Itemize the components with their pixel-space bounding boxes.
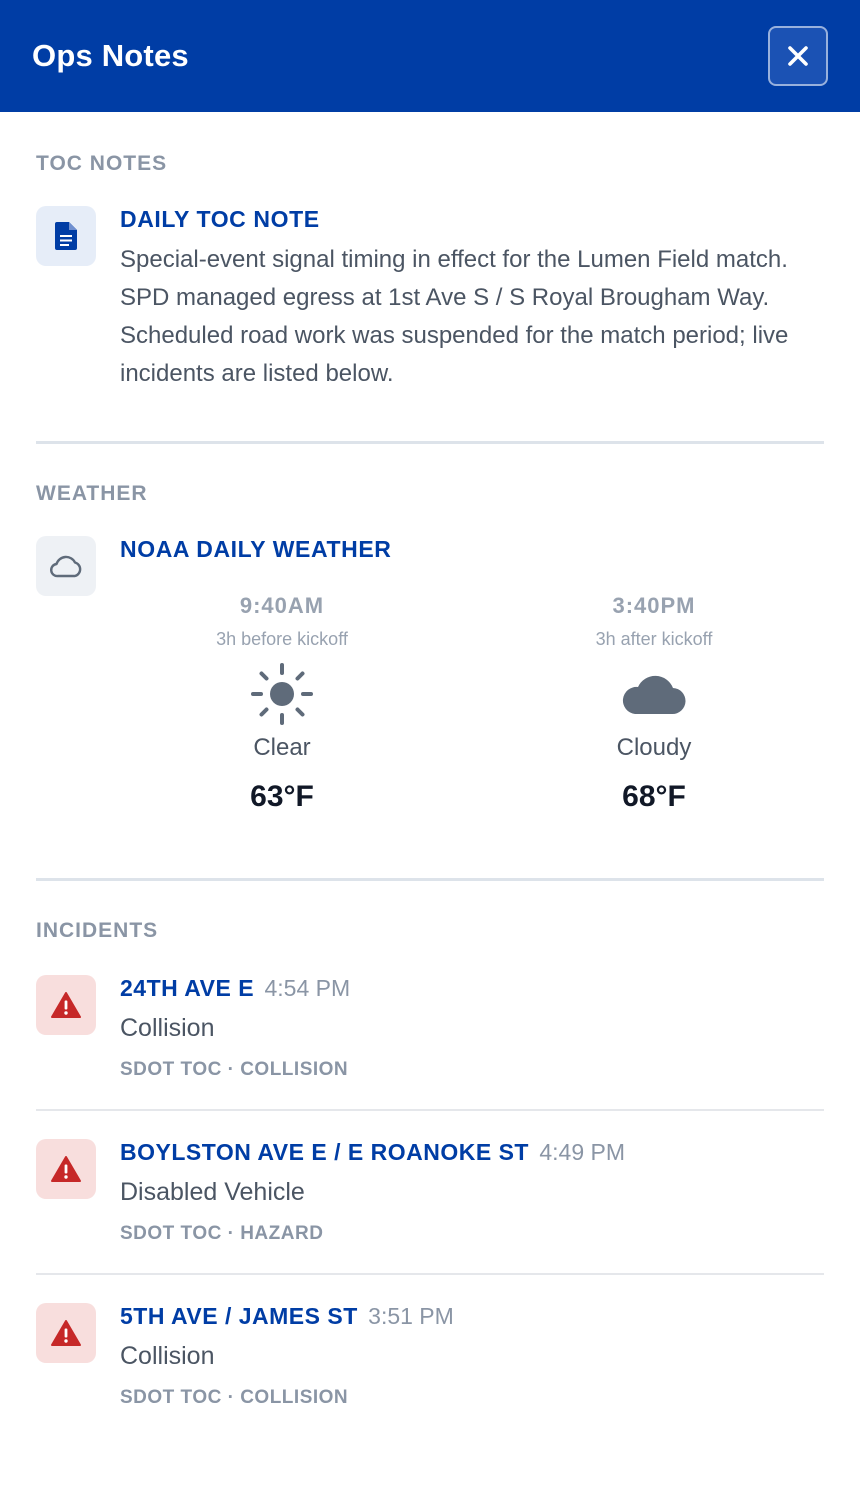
incident-icon-box <box>36 1139 96 1199</box>
page-title: Ops Notes <box>32 38 189 73</box>
forecast-morning <box>96 593 468 814</box>
forecast-temp: 68°F <box>622 780 686 813</box>
incident-icon-box <box>36 975 96 1035</box>
forecast-time: 9:40AM <box>239 593 325 618</box>
forecast-condition: Clear <box>253 734 311 761</box>
forecast-grid <box>96 593 840 814</box>
panel-content <box>0 112 860 1437</box>
toc-notes-section <box>36 112 824 441</box>
weather-item <box>36 536 824 814</box>
toc-note-icon-box <box>36 206 96 266</box>
warning-icon <box>50 991 82 1019</box>
header <box>0 0 860 112</box>
cloud-icon <box>621 670 687 718</box>
incident-type: Disabled Vehicle <box>120 1178 305 1206</box>
warning-icon <box>50 1319 82 1347</box>
incident-meta: SDOT TOC · HAZARD <box>120 1223 324 1244</box>
incident-time: 4:49 PM <box>539 1139 626 1165</box>
forecast-time: 3:40PM <box>612 593 696 618</box>
cloud-outline-icon <box>48 553 84 579</box>
incident-list <box>36 945 824 1437</box>
incident-type: Collision <box>120 1014 215 1042</box>
sun-icon <box>250 662 314 726</box>
forecast-temp: 63°F <box>250 780 314 813</box>
toc-note-text: Special-event signal timing in effect for the Lumen Field match. SPD managed egress at 1st Ave S / S Royal Brougham Way. Scheduled road work was suspended for the match period; live incidents are listed below. <box>120 246 789 387</box>
close-icon <box>787 45 809 67</box>
warning-icon <box>50 1155 82 1183</box>
incident-type: Collision <box>120 1342 215 1370</box>
incident-time: 4:54 PM <box>264 975 351 1001</box>
incident-time: 3:51 PM <box>368 1303 454 1329</box>
incident-meta: SDOT TOC · COLLISION <box>120 1387 349 1408</box>
toc-note-title: DAILY TOC NOTE <box>120 206 320 232</box>
incident-location: BOYLSTON AVE E / E ROANOKE ST <box>120 1139 529 1165</box>
forecast-condition: Cloudy <box>616 734 692 761</box>
section-label-incidents: INCIDENTS <box>36 919 159 942</box>
incident-item[interactable] <box>36 1111 824 1275</box>
incident-item[interactable] <box>36 945 824 1111</box>
weather-icon-box <box>36 536 96 596</box>
forecast-relative: 3h before kickoff <box>216 629 348 649</box>
document-icon <box>53 221 79 251</box>
incident-meta: SDOT TOC · COLLISION <box>120 1059 349 1080</box>
incident-location: 5TH AVE / JAMES ST <box>120 1303 358 1329</box>
incident-icon-box <box>36 1303 96 1363</box>
section-label-toc: TOC NOTES <box>36 152 168 175</box>
section-label-weather: WEATHER <box>36 482 148 505</box>
incidents-section <box>36 881 824 1437</box>
incident-item[interactable] <box>36 1275 824 1437</box>
incident-location: 24TH AVE E <box>120 975 255 1001</box>
forecast-relative: 3h after kickoff <box>595 629 713 649</box>
forecast-afternoon <box>468 593 840 814</box>
toc-note-item <box>36 206 824 393</box>
close-button[interactable] <box>768 26 828 86</box>
weather-section <box>36 444 824 878</box>
weather-title: NOAA DAILY WEATHER <box>120 536 392 562</box>
